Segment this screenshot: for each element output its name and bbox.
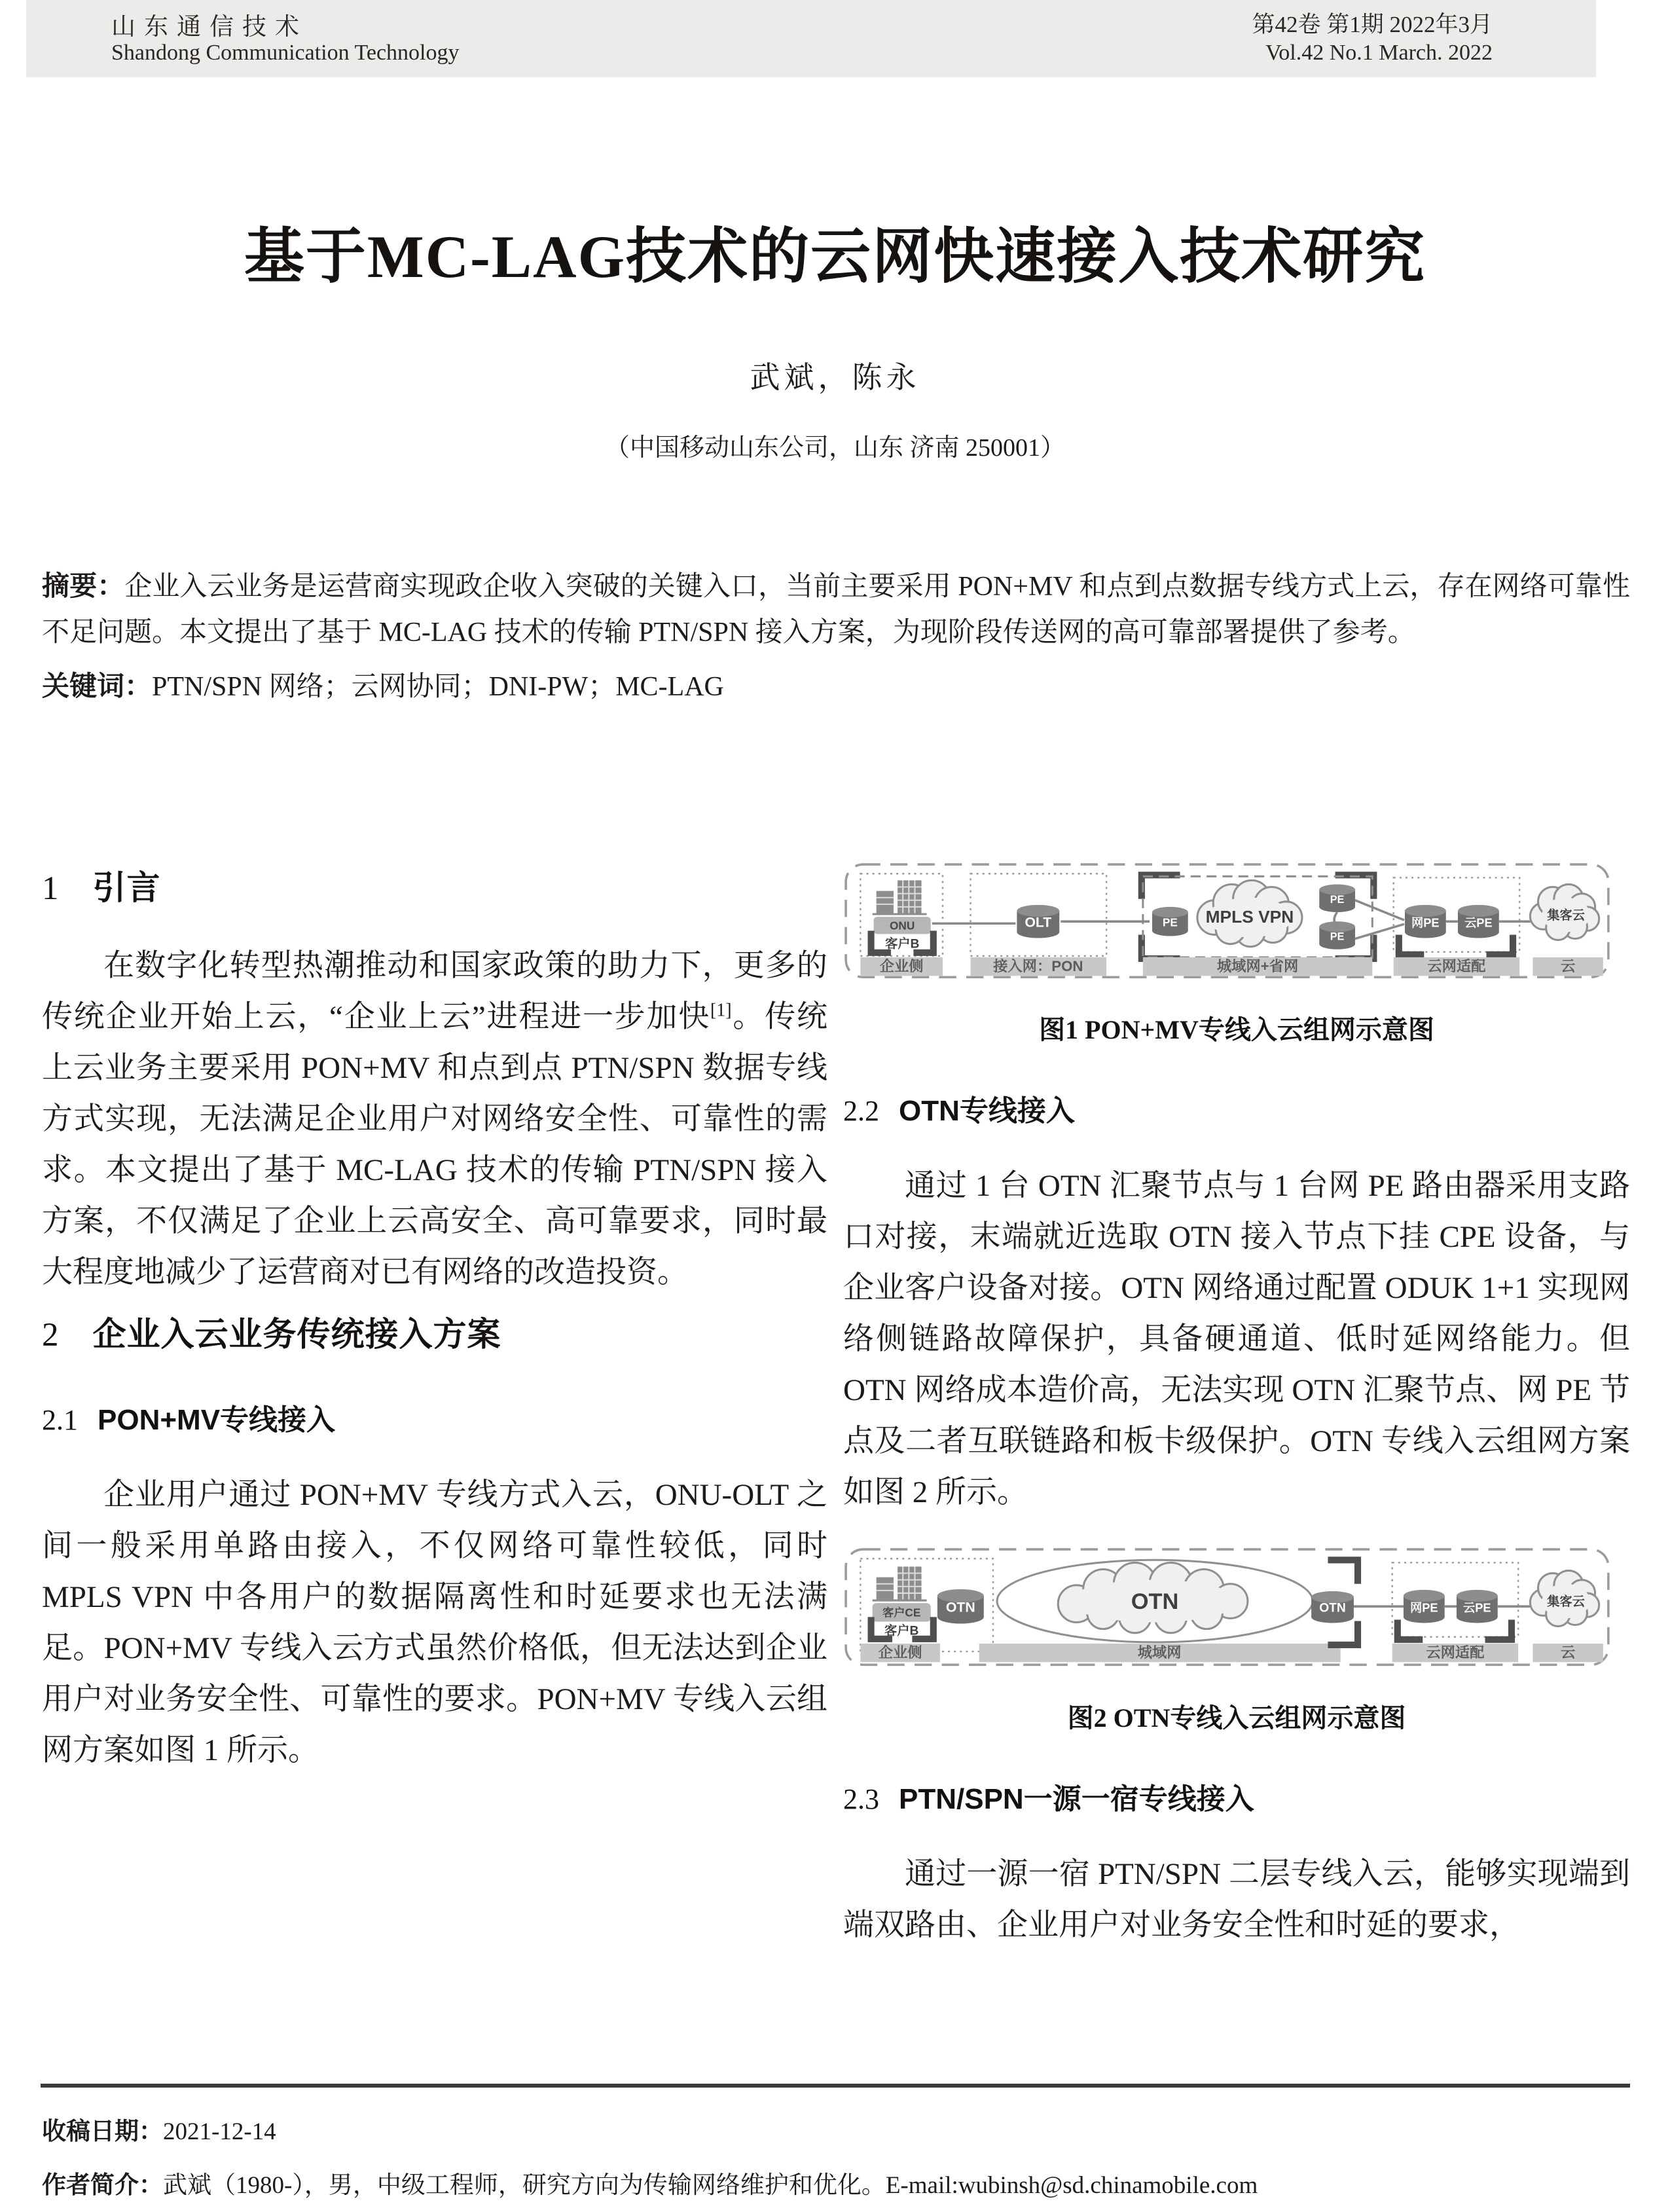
received-date-line: [42, 2111, 276, 2147]
cloud-label: 云: [1560, 1644, 1576, 1661]
paper-authors: 武斌，陈永: [750, 361, 920, 394]
section-1-text-a: 在数字化转型热潮推动和国家政策的助力下，更多的传统企业开始上云，“企业上云”进程进一步加快: [42, 949, 827, 1034]
cloud-label: 云: [1560, 958, 1576, 975]
otn-left-label: OTN: [945, 1599, 975, 1615]
received-date-label: 收稿日期：: [42, 2118, 163, 2145]
section-2-1-paragraph: 企业用户通过 PON+MV 专线方式入云，ONU-OLT 之间一般采用单路由接入，不仅网络可靠性较低，同时 MPLS VPN 中各用户的数据隔离性和时延要求也无法满足。PON+MV 专线入云方式虽然价格低，但无法达到企业用户对业务安全性、可靠性的要求。PON+MV 专线入云组网方案如图 1 所示。: [42, 1478, 827, 1767]
metro-label: 城域网: [1137, 1644, 1182, 1661]
jike-cloud-label: 集客云: [1547, 909, 1585, 923]
olt-cylinder: [1017, 905, 1059, 938]
fig1-metro-group: [1142, 875, 1374, 976]
net-pe-cylinder: [1404, 1590, 1445, 1623]
section-2-1-heading: [42, 1396, 827, 1438]
cloud-pe-label: 云PE: [1463, 1600, 1491, 1615]
section-2-title: 企业入云业务传统接入方案: [92, 1316, 501, 1353]
enterprise-side-label: 企业侧: [879, 958, 924, 975]
section-2-2-paragraph: 通过 1 台 OTN 汇聚节点与 1 台网 PE 路由器采用支路口对接，末端就近选取 OTN 接入节点下挂 CPE 设备，与企业客户设备对接。OTN 网络通过配置 ODUK 1+1 实现网络侧链路故障保护，具备硬通道、低时延网络能力。但 OTN 网络成本造价高，无法实现 OTN 汇聚节点、网 PE 节点及二者互联链路和板卡级保护。OTN 专线入云组网方案如图 2 所示。: [843, 1169, 1630, 1510]
figure-1-caption: 图1 PON+MV专线入云组网示意图: [1039, 1015, 1434, 1045]
net-pe-cylinder: [1405, 905, 1446, 938]
customer-b-label: 客户B: [884, 1625, 919, 1639]
fig2-cloud-group: [1530, 1571, 1603, 1663]
author-bio-line: [42, 2165, 1258, 2200]
figure-2-caption: 图2 OTN专线入云组网示意图: [1067, 1703, 1406, 1733]
customer-b-label: 客户B: [884, 937, 920, 951]
keywords-label: 关键词：: [42, 671, 153, 701]
corner-bracket-icon: [1328, 1621, 1358, 1645]
enterprise-side-label: 企业侧: [878, 1644, 922, 1661]
author-bio-text: 武斌（1980-），男，中级工程师，研究方向为传输网络维护和优化。E-mail:wubinsh@sd.chinamobile.com: [163, 2172, 1258, 2199]
cloud-adapt-label: 云网适配: [1426, 1644, 1485, 1661]
metro-province-label: 城域网+省网: [1216, 958, 1299, 975]
otn-right-label: OTN: [1319, 1601, 1346, 1615]
abstract-text: 企业入云业务是运营商实现政企收入突破的关键入口，当前主要采用 PON+MV 和点到点数据专线方式上云，存在网络可靠性不足问题。本文提出了基于 MC-LAG 技术的传输 PTN/SPN 接入方案，为现阶段传送网的高可靠部署提供了参考。: [42, 572, 1630, 648]
buildings-icon: [873, 880, 927, 914]
section-1-paragraph: [42, 940, 827, 1298]
pe-label: PE: [1162, 915, 1178, 929]
fig1-enterprise-group: [860, 874, 943, 976]
net-pe-label: 网PE: [1411, 915, 1440, 930]
keywords-paragraph: [42, 663, 1630, 710]
section-2-2-heading: [843, 1087, 1630, 1129]
abstract-label: 摘要：: [42, 570, 125, 601]
jike-cloud-icon: [1530, 884, 1599, 940]
section-1-text-b: 。传统上云业务主要采用 PON+MV 和点到点 PTN/SPN 数据专线方式实现，无法满足企业用户对网络安全性、可靠性的需求。本文提出了基于 MC-LAG 技术的传输 PTN/SPN 接入方案，不仅满足了企业上云高安全、高可靠要求，同时最大程度地减少了运营商对已有网络的改造投资。: [42, 1000, 827, 1289]
journal-name-cn: 山东通信技术: [111, 14, 308, 41]
corner-bracket-icon: [1142, 875, 1180, 898]
section-1-number: 1: [42, 870, 59, 907]
corner-bracket-icon: [1142, 934, 1180, 958]
otn-cylinder: [937, 1589, 984, 1624]
journal-header-band: [26, 0, 1596, 77]
net-pe-label: 网PE: [1410, 1600, 1438, 1615]
abstract-paragraph: [42, 563, 1630, 655]
pe-label: PE: [1330, 893, 1345, 906]
buildings-icon: [873, 1567, 927, 1601]
footer-divider: [41, 2084, 1630, 2088]
olt-label: OLT: [1025, 914, 1052, 931]
cloud-adapt-label: 云网适配: [1427, 958, 1486, 975]
corner-bracket-icon: [1487, 934, 1514, 954]
journal-issue-en: Vol.42 No.1 March. 2022: [1265, 41, 1493, 65]
abstract-block: [42, 563, 1630, 710]
mpls-vpn-cloud: [1197, 880, 1302, 946]
section-2-number: 2: [42, 1317, 59, 1354]
pe-cylinder: [1319, 884, 1355, 912]
customer-ce-label: 客户CE: [882, 1606, 921, 1619]
section-2-heading: [42, 1307, 827, 1355]
fig1-access-group: [971, 874, 1107, 976]
pe-label: PE: [1330, 931, 1345, 943]
mpls-vpn-label: MPLS VPN: [1205, 907, 1294, 927]
corner-bracket-icon: [1485, 1620, 1512, 1640]
onu-label: ONU: [890, 919, 915, 932]
keywords-text: PTN/SPN 网络；云网协同；DNI-PW；MC-LAG: [152, 672, 724, 702]
received-date-value: 2021-12-14: [163, 2118, 276, 2145]
section-1-heading: [42, 860, 827, 909]
fig2-adapt-group: [1392, 1563, 1518, 1663]
corner-bracket-icon: [1328, 1560, 1358, 1584]
figure-2-diagram: [843, 1545, 1612, 1668]
jike-cloud-icon: [1530, 1571, 1599, 1627]
fig1-adapt-group: [1394, 877, 1519, 976]
left-column: [42, 851, 827, 1776]
section-2-2-number: 2.2: [843, 1095, 879, 1128]
reference-1-superscript: [1]: [710, 1000, 732, 1021]
section-2-1-number: 2.1: [42, 1404, 78, 1436]
otn-cloud-label: OTN: [1131, 1589, 1179, 1615]
section-2-1-title: PON+MV专线接入: [98, 1404, 336, 1436]
cloud-pe-cylinder: [1457, 1590, 1498, 1623]
journal-name-en: Shandong Communication Technology: [111, 41, 460, 65]
otn-cylinder: [1311, 1591, 1354, 1623]
cloud-pe-cylinder: [1458, 905, 1499, 938]
fig2-metro-group: [979, 1560, 1341, 1663]
author-bio-label: 作者简介：: [42, 2171, 163, 2198]
fig1-cloud-group: [1530, 884, 1603, 976]
paper-title: 基于MC-LAG技术的云网快速接入技术研究: [244, 223, 1426, 290]
paper-affiliation: （中国移动山东公司，山东 济南 250001）: [604, 434, 1065, 462]
pe-cylinder: [1152, 907, 1188, 936]
section-2-3-heading: [843, 1775, 1630, 1817]
figure-1-diagram: [843, 860, 1612, 981]
journal-issue-cn: 第42卷 第1期 2022年3月: [1252, 12, 1493, 37]
section-1-title: 引言: [92, 869, 161, 906]
cloud-pe-label: 云PE: [1464, 915, 1493, 930]
section-2-3-number: 2.3: [843, 1782, 879, 1815]
section-2-3-paragraph: 通过一源一宿 PTN/SPN 二层专线入云，能够实现端到端双路由、企业用户对业务安全性和时延的要求，: [843, 1856, 1630, 1942]
jike-cloud-label: 集客云: [1547, 1595, 1585, 1610]
section-2-2-title: OTN专线接入: [899, 1095, 1075, 1128]
section-2-3-title: PTN/SPN一源一宿专线接入: [899, 1782, 1254, 1815]
right-column: [843, 851, 1630, 1951]
access-network-label: 接入网：PON: [993, 958, 1083, 975]
